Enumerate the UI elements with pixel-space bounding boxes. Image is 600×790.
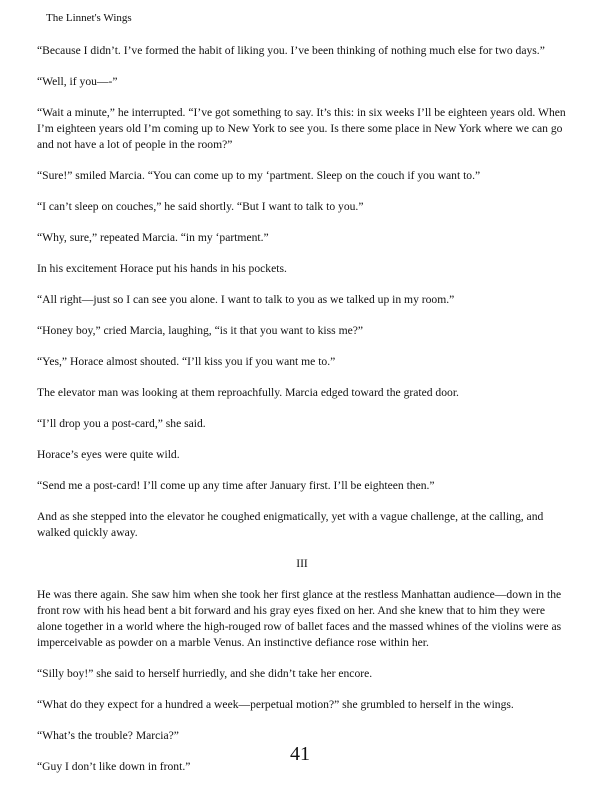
paragraph: “Yes,” Horace almost shouted. “I’ll kiss you if you want me to.” xyxy=(37,355,336,368)
paragraph: “What do they expect for a hundred a week—perpetual motion?” she grumbled to herself in the wings. xyxy=(37,698,514,711)
paragraph: The elevator man was looking at them reproachfully. Marcia edged toward the grated door. xyxy=(37,386,459,399)
paragraph: “Silly boy!” she said to herself hurriedly, and she didn’t take her encore. xyxy=(37,667,373,680)
paragraph: “I’ll drop you a post-card,” she said. xyxy=(37,417,206,430)
section-heading: III xyxy=(296,557,308,570)
paragraph: “Sure!” smiled Marcia. “You can come up to my ‘partment. Sleep on the couch if you want to.” xyxy=(37,169,481,182)
paragraph: “Why, sure,” repeated Marcia. “in my ‘partment.” xyxy=(37,231,269,244)
paragraph: In his excitement Horace put his hands in his pockets. xyxy=(37,262,287,275)
page-number: 41 xyxy=(290,743,310,765)
paragraph: Horace’s eyes were quite wild. xyxy=(37,448,180,461)
paragraph: “What’s the trouble? Marcia?” xyxy=(37,729,179,742)
paragraph: And as she stepped into the elevator he coughed enigmatically, yet with a vague challenge, at the calling, and walked quickly away. xyxy=(37,510,544,539)
paragraph: “Honey boy,” cried Marcia, laughing, “is it that you want to kiss me?” xyxy=(37,324,364,337)
paragraph: “Well, if you—-” xyxy=(37,75,118,88)
paragraph: “Send me a post-card! I’ll come up any time after January first. I’ll be eighteen then.” xyxy=(37,479,435,492)
paragraph: “All right—just so I can see you alone. I want to talk to you as we talked up in my room.” xyxy=(37,293,455,306)
paragraph: “Because I didn’t. I’ve formed the habit of liking you. I’ve been thinking of nothing much else for two days.” xyxy=(37,44,545,57)
page-body xyxy=(37,43,567,790)
paragraph: He was there again. She saw him when she took her first glance at the restless Manhattan audience—down in the front row with his head bent a bit forward and his gray eyes fixed on her. And she knew that to him they were alone together in a world where the high-rouged row of ballet faces and the massed whines of the violins were as imperceivable as powder on a marble Venus. An instinctive defiance rose within her. xyxy=(37,588,562,649)
paragraph: “Wait a minute,” he interrupted. “I’ve got something to say. It’s this: in six weeks I’ll be eighteen years old. When I’m eighteen years old I’m coming up to New York to see you. Is there some place in New York where we can go and not have a lot of people in the room?” xyxy=(37,106,566,151)
running-header: The Linnet's Wings xyxy=(46,12,132,24)
paragraph: “Guy I don’t like down in front.” xyxy=(37,760,191,773)
paragraph: “I can’t sleep on couches,” he said shortly. “But I want to talk to you.” xyxy=(37,200,364,213)
